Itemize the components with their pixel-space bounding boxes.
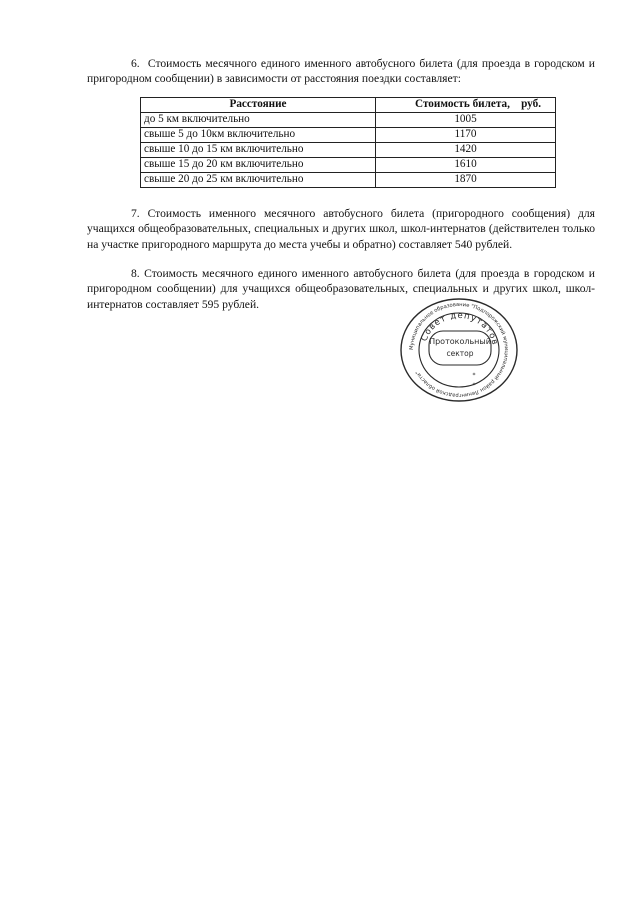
table-row bbox=[141, 158, 556, 173]
table-row bbox=[141, 113, 556, 128]
fare-table bbox=[140, 97, 556, 188]
paragraph-7 bbox=[87, 206, 595, 252]
fare-table-header-row bbox=[141, 98, 556, 113]
row-distance: свыше 5 до 10км включительно bbox=[141, 128, 376, 143]
header-cost: Стоимость билета, руб. bbox=[376, 98, 556, 113]
official-stamp bbox=[398, 297, 520, 403]
header-distance: Расстояние bbox=[141, 98, 376, 113]
row-distance: свыше 20 до 25 км включительно bbox=[141, 173, 376, 188]
stamp-inner-text-path: Совет депутатов bbox=[419, 310, 500, 347]
paragraph-7-text: 7. Стоимость именного месячного автобусного билета (пригородного сообщения) для учащихся общеобразовательных, специальных и других школ, школ-интернатов (действителен только на участке пригородного маршрута до места учебы и обратно) составляет 540 рублей. bbox=[87, 207, 595, 251]
paragraph-8-text: 8. Стоимость месячного единого именного автобусного билета (для проезда в городском и пригородном сообщении) для учащихся общеобразовательных, специальных и других школ, школ-интернатов составляет 595 рублей. bbox=[87, 267, 595, 311]
row-cost: 1005 bbox=[376, 113, 556, 128]
row-cost: 1170 bbox=[376, 128, 556, 143]
paragraph-6 bbox=[87, 56, 595, 87]
row-distance: до 5 км включительно bbox=[141, 113, 376, 128]
stamp-star-icon: * bbox=[472, 372, 476, 379]
table-row bbox=[141, 128, 556, 143]
paragraph-6-text: 6. Стоимость месячного единого именного автобусного билета (для проезда в городском и пригородном сообщении) в зависимости от расстояния поездки составляет: bbox=[87, 57, 595, 86]
table-row bbox=[141, 173, 556, 188]
stamp-star-icon: * bbox=[472, 382, 476, 389]
row-distance: свыше 10 до 15 км включительно bbox=[141, 143, 376, 158]
row-distance: свыше 15 до 20 км включительно bbox=[141, 158, 376, 173]
row-cost: 1870 bbox=[376, 173, 556, 188]
table-row bbox=[141, 143, 556, 158]
row-cost: 1610 bbox=[376, 158, 556, 173]
row-cost: 1420 bbox=[376, 143, 556, 158]
stamp-center-line1: Протокольный bbox=[429, 337, 491, 346]
stamp-outer-text-path: Муниципальное образование "Подпорожский муниципальный район Ленинградской области" bbox=[408, 301, 510, 399]
stamp-center-line2: сектор bbox=[446, 349, 474, 358]
